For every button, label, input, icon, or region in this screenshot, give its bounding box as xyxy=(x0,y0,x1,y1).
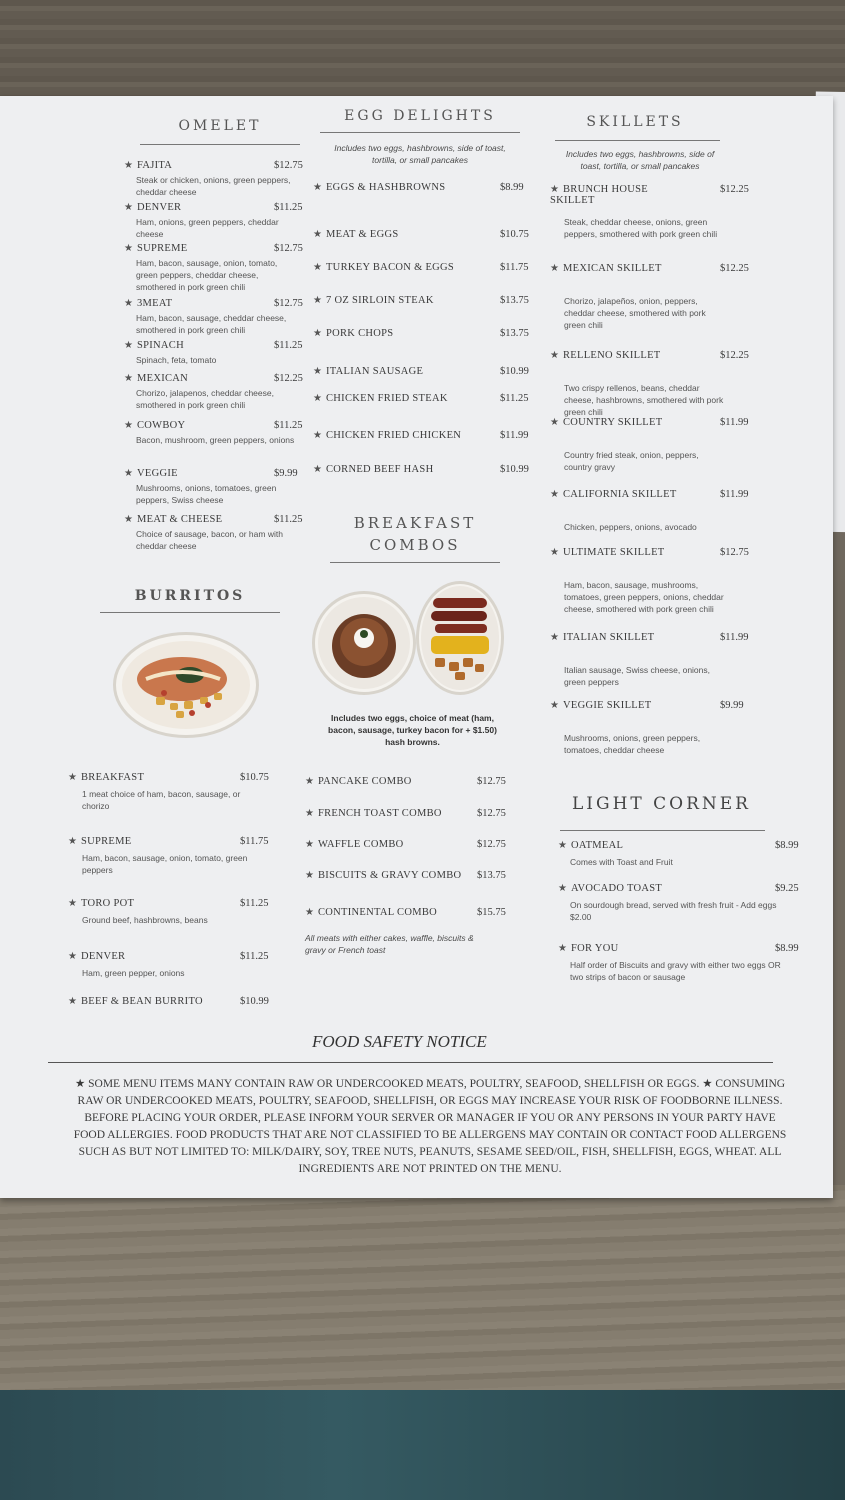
star-icon: ★ xyxy=(313,328,322,339)
pancake-image xyxy=(315,594,413,692)
combo-plate-photo xyxy=(416,581,504,695)
star-icon: ★ xyxy=(124,160,133,171)
item-description: Mushrooms, onions, green peppers, tomatoes, cheddar cheese xyxy=(564,733,701,755)
item-price: $12.75 xyxy=(274,243,303,254)
item-price: $11.25 xyxy=(274,420,303,431)
omelet-title: OMELET xyxy=(178,118,262,134)
light-corner-divider xyxy=(560,830,765,831)
item-name: BEEF & BEAN BURRITO xyxy=(80,996,203,1007)
item-name: BREAKFAST xyxy=(80,772,145,783)
item-description: Ham, green pepper, onions xyxy=(82,968,185,978)
item-price: $10.75 xyxy=(240,772,269,783)
item-name: WAFFLE COMBO xyxy=(317,839,404,850)
combos-title-line1: BREAKFAST xyxy=(353,514,477,532)
item-price: $10.99 xyxy=(500,464,529,475)
egg-delights-item xyxy=(313,430,463,441)
egg-delights-item xyxy=(313,366,463,377)
table-surface-top xyxy=(0,0,845,100)
item-name: ULTIMATE SKILLET xyxy=(562,547,665,558)
star-icon: ★ xyxy=(313,430,322,441)
egg-delights-item xyxy=(313,229,463,240)
star-icon: ★ xyxy=(313,262,322,273)
item-name: OATMEAL xyxy=(570,840,624,851)
star-icon: ★ xyxy=(313,229,322,240)
item-name: CORNED BEEF HASH xyxy=(325,464,434,475)
item-description: Ham, bacon, sausage, onion, tomato, green peppers xyxy=(82,853,248,875)
skillets-item xyxy=(550,489,690,500)
light-corner-item xyxy=(558,883,758,894)
item-price: $12.75 xyxy=(274,298,303,309)
egg-delights-note: Includes two eggs, hashbrowns, side of toast, tortilla, or small pancakes xyxy=(334,143,506,165)
item-price: $11.75 xyxy=(500,262,529,273)
item-description: Comes with Toast and Fruit xyxy=(570,857,673,867)
skillets-item xyxy=(550,184,690,206)
star-icon: ★ xyxy=(550,632,559,643)
item-description: Steak, cheddar cheese, onions, green peppers, smothered with pork green chili xyxy=(564,217,718,239)
star-icon: ★ xyxy=(68,772,77,783)
combo-plate-image xyxy=(419,584,501,692)
item-name: CHICKEN FRIED STEAK xyxy=(325,393,448,404)
omelet-divider xyxy=(140,144,300,145)
item-description: Choice of sausage, bacon, or ham with cheddar cheese xyxy=(136,529,283,551)
omelet-item xyxy=(124,160,264,171)
breakfast-combos-item xyxy=(305,839,465,850)
item-name: SUPREME xyxy=(80,836,132,847)
star-icon: ★ xyxy=(313,393,322,404)
item-description: Ham, onions, green peppers, cheddar cheese xyxy=(136,217,279,239)
item-description: Ham, bacon, sausage, onion, tomato, green peppers, cheddar cheese, smothered in pork green chili xyxy=(136,258,278,292)
item-price: $15.75 xyxy=(477,907,506,918)
skillets-note: Includes two eggs, hashbrowns, side of toast, tortilla, or small pancakes xyxy=(565,149,715,171)
pancake-photo xyxy=(312,591,416,695)
item-name: DENVER xyxy=(136,202,182,213)
burritos-item xyxy=(68,836,218,847)
item-name: VEGGIE SKILLET xyxy=(562,700,652,711)
item-price: $11.99 xyxy=(720,632,749,643)
skillets-item xyxy=(550,547,690,558)
item-name: VEGGIE xyxy=(136,468,178,479)
star-icon: ★ xyxy=(124,243,133,254)
item-price: $11.99 xyxy=(720,417,749,428)
item-name: PORK CHOPS xyxy=(325,328,394,339)
item-description: Mushrooms, onions, tomatoes, green peppers, Swiss cheese xyxy=(136,483,277,505)
egg-delights-item xyxy=(313,393,463,404)
item-description: Ham, bacon, sausage, mushrooms, tomatoes, green peppers, onions, cheddar cheese, smothered with pork green chili xyxy=(564,580,724,614)
item-name: PANCAKE COMBO xyxy=(317,776,412,787)
light-corner-title: LIGHT CORNER xyxy=(572,794,751,814)
egg-delights-item xyxy=(313,295,463,306)
item-price: $12.75 xyxy=(720,547,749,558)
omelet-item xyxy=(124,298,264,309)
item-description: Chicken, peppers, onions, avocado xyxy=(564,522,697,532)
item-price: $12.25 xyxy=(274,373,303,384)
breakfast-combos-item xyxy=(305,870,465,881)
star-icon: ★ xyxy=(124,373,133,384)
item-price: $12.75 xyxy=(274,160,303,171)
egg-delights-item xyxy=(313,182,463,193)
item-description: Half order of Biscuits and gravy with either two eggs OR two strips of bacon or sausage xyxy=(570,960,781,982)
item-description: Ham, bacon, sausage, cheddar cheese, smothered in pork green chili xyxy=(136,313,287,335)
burrito-image xyxy=(116,635,256,735)
item-description: Steak or chicken, onions, green peppers, cheddar cheese xyxy=(136,175,291,197)
item-price: $12.75 xyxy=(477,808,506,819)
item-description: Chorizo, jalapenos, cheddar cheese, smothered in pork green chili xyxy=(136,388,274,410)
skillets-item xyxy=(550,350,690,361)
item-price: $13.75 xyxy=(500,328,529,339)
item-price: $11.75 xyxy=(240,836,269,847)
star-icon: ★ xyxy=(305,907,314,918)
egg-delights-item xyxy=(313,464,463,475)
item-name: 7 OZ SIRLOIN STEAK xyxy=(325,295,434,306)
burritos-title: BURRITOS xyxy=(134,588,246,604)
food-safety-text: ★ SOME MENU ITEMS MANY CONTAIN RAW OR UNDERCOOKED MEATS, POULTRY, SEAFOOD, SHELLFISH OR EGGS. ★ CONSUMING RAW OR UNDERCOOKED MEATS, POULTRY, SEAFOOD, SHELLFISH, OR EGGS MAY INCREASE YOUR RISK OF FOODBORNE ILLNESS. BEFORE PLACING YOUR ORDER, PLEASE INFORM YOUR SERVER OR MANAGER IF YOU OR ANY PERSONS IN YOUR PARTY HAVE FOOD ALLERGIES. FOOD PRODUCTS THAT ARE NOT CLASSIFIED TO BE ALLERGENS MAY CONTAIN OR CONTACT FOOD ALLERGENS SUCH AS BUT NOT LIMITED TO: MILK/DAIRY, SOY, TREE NUTS, PEANUTS, SESAME SEED/OIL, FISH, SHELLFISH, EGGS, WHEAT. ALL INGREDIENTS ARE NOT PRINTED ON THE MENU. xyxy=(73,1078,787,1175)
omelet-item xyxy=(124,468,264,479)
item-name: BRUNCH HOUSE SKILLET xyxy=(550,184,648,206)
item-name: CALIFORNIA SKILLET xyxy=(562,489,677,500)
item-name: FAJITA xyxy=(136,160,173,171)
item-price: $12.75 xyxy=(477,839,506,850)
item-name: BISCUITS & GRAVY COMBO xyxy=(317,870,462,881)
star-icon: ★ xyxy=(124,298,133,309)
omelet-item xyxy=(124,243,264,254)
breakfast-combos-item xyxy=(305,907,465,918)
star-icon: ★ xyxy=(68,898,77,909)
omelet-item xyxy=(124,202,264,213)
item-price: $12.25 xyxy=(720,184,749,195)
item-name: MEAT & EGGS xyxy=(325,229,399,240)
light-corner-item xyxy=(558,943,758,954)
item-description: Ground beef, hashbrowns, beans xyxy=(82,915,208,925)
item-description: Country fried steak, onion, peppers, country gravy xyxy=(564,450,699,472)
skillets-item xyxy=(550,263,690,274)
item-price: $11.25 xyxy=(240,898,269,909)
item-price: $10.99 xyxy=(500,366,529,377)
star-icon: ★ xyxy=(550,184,559,195)
item-price: $13.75 xyxy=(500,295,529,306)
item-price: $8.99 xyxy=(500,182,524,193)
item-price: $8.99 xyxy=(775,943,799,954)
star-icon: ★ xyxy=(313,464,322,475)
egg-delights-title: EGG DELIGHTS xyxy=(344,108,496,124)
star-icon: ★ xyxy=(68,951,77,962)
item-name: CHICKEN FRIED CHICKEN xyxy=(325,430,462,441)
item-name: TORO POT xyxy=(80,898,135,909)
star-icon: ★ xyxy=(558,883,567,894)
item-price: $11.25 xyxy=(240,951,269,962)
food-safety-divider xyxy=(48,1062,773,1063)
item-price: $9.25 xyxy=(775,883,799,894)
breakfast-combos-item xyxy=(305,808,465,819)
egg-delights-item xyxy=(313,262,463,273)
item-price: $8.99 xyxy=(775,840,799,851)
item-price: $9.99 xyxy=(274,468,298,479)
skillets-divider xyxy=(555,140,720,141)
burritos-item xyxy=(68,772,218,783)
star-icon: ★ xyxy=(550,700,559,711)
skillets-item xyxy=(550,700,690,711)
star-icon: ★ xyxy=(124,420,133,431)
omelet-item xyxy=(124,373,264,384)
item-name: RELLENO SKILLET xyxy=(562,350,661,361)
star-icon: ★ xyxy=(305,776,314,787)
item-name: CONTINENTAL COMBO xyxy=(317,907,438,918)
item-name: SPINACH xyxy=(136,340,184,351)
light-corner-item xyxy=(558,840,758,851)
item-name: FRENCH TOAST COMBO xyxy=(317,808,442,819)
star-icon: ★ xyxy=(124,202,133,213)
item-price: $12.25 xyxy=(720,263,749,274)
item-price: $12.25 xyxy=(720,350,749,361)
star-icon: ★ xyxy=(305,808,314,819)
item-name: MEXICAN SKILLET xyxy=(562,263,662,274)
item-name: EGGS & HASHBROWNS xyxy=(325,182,446,193)
star-icon: ★ xyxy=(313,366,322,377)
item-price: $12.75 xyxy=(477,776,506,787)
star-icon: ★ xyxy=(558,943,567,954)
omelet-item xyxy=(124,514,264,525)
omelet-item xyxy=(124,420,264,431)
item-name: DENVER xyxy=(80,951,126,962)
item-price: $11.99 xyxy=(500,430,529,441)
skillets-item xyxy=(550,417,690,428)
item-description: Spinach, feta, tomato xyxy=(136,355,217,365)
burritos-item xyxy=(68,898,218,909)
item-name: AVOCADO TOAST xyxy=(570,883,663,894)
item-name: SUPREME xyxy=(136,243,188,254)
item-price: $9.99 xyxy=(720,700,744,711)
item-description: 1 meat choice of ham, bacon, sausage, or chorizo xyxy=(82,789,241,811)
star-icon: ★ xyxy=(550,547,559,558)
item-price: $13.75 xyxy=(477,870,506,881)
star-icon: ★ xyxy=(550,263,559,274)
egg-delights-item xyxy=(313,328,463,339)
burrito-photo xyxy=(113,632,259,738)
item-name: MEXICAN xyxy=(136,373,189,384)
item-name: MEAT & CHEESE xyxy=(136,514,223,525)
item-description: On sourdough bread, served with fresh fruit - Add eggs $2.00 xyxy=(570,900,777,922)
combos-note: Includes two eggs, choice of meat (ham, bacon, sausage, turkey bacon for + $1.50) hash browns. xyxy=(328,713,497,747)
item-description: Two crispy rellenos, beans, cheddar cheese, hashbrowns, smothered with pork green chili xyxy=(564,383,724,417)
item-name: 3MEAT xyxy=(136,298,173,309)
item-price: $10.99 xyxy=(240,996,269,1007)
burritos-divider xyxy=(100,612,280,613)
item-name: ITALIAN SAUSAGE xyxy=(325,366,424,377)
sleeve xyxy=(0,1390,845,1500)
item-name: COUNTRY SKILLET xyxy=(562,417,663,428)
star-icon: ★ xyxy=(68,836,77,847)
combos-title-line2: COMBOS xyxy=(369,536,461,554)
skillets-item xyxy=(550,632,690,643)
menu-page xyxy=(0,96,833,1198)
skillets-title: SKILLETS xyxy=(586,114,684,130)
combos-divider xyxy=(330,562,500,563)
star-icon: ★ xyxy=(550,417,559,428)
item-description: Italian sausage, Swiss cheese, onions, green peppers xyxy=(564,665,711,687)
star-icon: ★ xyxy=(124,514,133,525)
item-price: $11.25 xyxy=(274,202,303,213)
combos-footer-note: All meats with either cakes, waffle, biscuits & gravy or French toast xyxy=(305,933,474,955)
item-price: $11.25 xyxy=(274,340,303,351)
star-icon: ★ xyxy=(68,996,77,1007)
item-price: $11.25 xyxy=(274,514,303,525)
item-price: $10.75 xyxy=(500,229,529,240)
omelet-item xyxy=(124,340,264,351)
burritos-item xyxy=(68,996,218,1007)
egg-delights-divider xyxy=(320,132,520,133)
star-icon: ★ xyxy=(305,870,314,881)
item-name: COWBOY xyxy=(136,420,186,431)
item-price: $11.25 xyxy=(500,393,529,404)
item-description: Bacon, mushroom, green peppers, onions xyxy=(136,435,295,445)
star-icon: ★ xyxy=(313,182,322,193)
star-icon: ★ xyxy=(550,350,559,361)
star-icon: ★ xyxy=(313,295,322,306)
star-icon: ★ xyxy=(558,840,567,851)
star-icon: ★ xyxy=(305,839,314,850)
star-icon: ★ xyxy=(124,340,133,351)
burritos-item xyxy=(68,951,218,962)
item-name: TURKEY BACON & EGGS xyxy=(325,262,455,273)
breakfast-combos-item xyxy=(305,776,465,787)
item-name: ITALIAN SKILLET xyxy=(562,632,655,643)
star-icon: ★ xyxy=(124,468,133,479)
item-description: Chorizo, jalapeños, onion, peppers, cheddar cheese, smothered with pork green chili xyxy=(564,296,706,330)
star-icon: ★ xyxy=(550,489,559,500)
item-name: FOR YOU xyxy=(570,943,619,954)
item-price: $11.99 xyxy=(720,489,749,500)
food-safety-title: FOOD SAFETY NOTICE xyxy=(312,1032,487,1051)
